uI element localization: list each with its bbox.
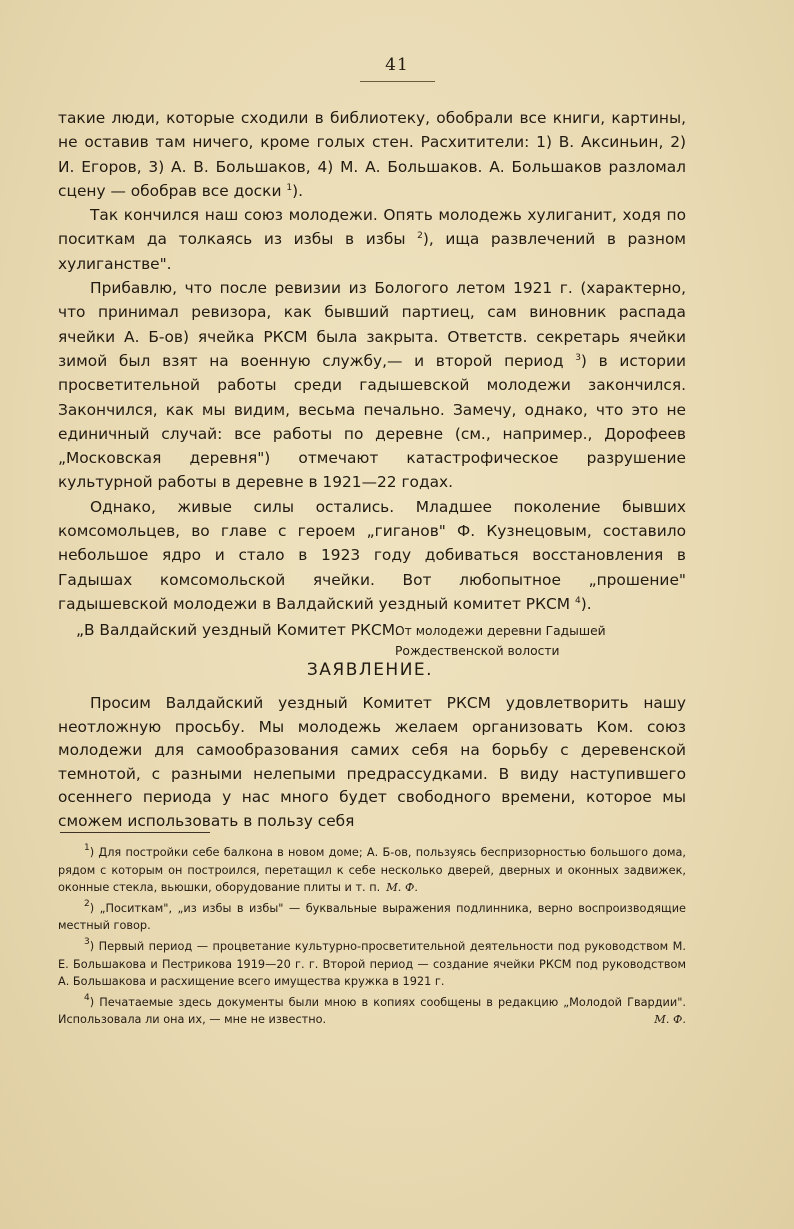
footnote-4-text: ) Печатаемые здесь документы были мною в копиях сообщены в редакцию „Молодой Гвардии". Использовала ли она их, — мне не известно. xyxy=(58,995,686,1027)
footnote-2-mark: 2 xyxy=(84,898,90,909)
footnote-1-mark: 1 xyxy=(84,843,90,853)
footnote-2-text: ) „Поситкам", „из избы в избы" — буквальные выражения подлинника, верно воспроизводящие местный говор. xyxy=(58,901,686,933)
footnote-1-text: ) Для постройки себе балкона в новом доме; А. Б-ов, пользуясь беспризорностью большого дома, рядом с которым он построился, перетащил к себе несколько дверей, дверных и оконных задвижек, оконные стекла, вьюшки, оборудование плиты и т. п. xyxy=(58,846,686,895)
footnote-ref-3: 3 xyxy=(575,352,581,363)
footnote-4-signature: М. Ф. xyxy=(654,1013,686,1027)
footnote-3-mark: 3 xyxy=(84,936,90,947)
header-rule xyxy=(360,81,435,82)
footnote-rule xyxy=(60,832,210,833)
paragraph-4 xyxy=(58,495,686,616)
statement-body xyxy=(58,692,686,834)
paragraph-2-text: Так кончился наш союз молодежи. Опять молодежь хулиганит, ходя по поситкам да толкаясь из избы в избы xyxy=(58,206,686,249)
statement-heading: ЗАЯВЛЕНИЕ. xyxy=(306,660,434,680)
footnotes xyxy=(58,844,686,1032)
page-header xyxy=(0,55,794,82)
footnote-ref-2: 2 xyxy=(417,231,423,242)
paragraph-3-text-b: ) в истории просветительной работы среди гадышевской молодежи закончился. Закончился, как мы видим, весьма печально. Замечу, однако, что это не единичный случай: все работы по деревне (см., например., Дорофеев „Московская деревня") отмечают катастрофическое разрушение культурной работы в деревне в 1921—22 годах. xyxy=(58,351,686,492)
footnote-ref-4: 4 xyxy=(574,595,581,606)
paragraph-3 xyxy=(58,276,686,495)
footnote-4-mark: 4 xyxy=(84,992,90,1003)
paragraph-2-end: ), ища развлечений в разном хулиганстве". xyxy=(58,230,686,273)
footnote-2 xyxy=(58,900,686,935)
paragraph-1 xyxy=(58,106,686,203)
paragraph-1-end: ). xyxy=(292,181,303,200)
footnote-3-text: ) Первый период — процветание культурно-просветительной деятельности под руководством М. Е. Большакова и Пестрикова 1919—20 г. г. Второй период — создание ячейки РКСМ под руководством А. Большакова и расхищение всего имущества кружка в 1921 г. xyxy=(58,939,686,989)
sender-line: От молодежи деревни Гадышей Рождественской волости xyxy=(395,624,606,658)
page-number: 41 xyxy=(385,55,409,75)
address-line: „В Валдайский уездный Комитет РКСМ. xyxy=(76,621,400,640)
main-text xyxy=(58,106,686,643)
statement-paragraph: Просим Валдайский уездный Комитет РКСМ удовлетворить нашу неотложную просьбу. Мы молодежь желаем организовать Ком. союз молодежи для самообразования самих себя на борьбу с деревенской темнотой, с разными нелепыми предрассудками. В виду наступившего осеннего периода у нас много будет свободного времени, которое мы сможем использовать в пользу себя xyxy=(58,694,686,830)
footnote-4 xyxy=(58,994,686,1029)
paragraph-4-text: Однако, живые силы остались. Младшее поколение бывших комсомольцев, во главе с героем „гиганов" Ф. Кузнецовым, составило небольшое ядро и стало в 1923 году добиваться восстановления в Гадышах комсомольской ячейки. Вот любопытное „прошение" гадышевской молодежи в Валдайский уездный комитет РКСМ xyxy=(58,497,686,613)
footnote-1-signature: М. Ф. xyxy=(386,881,418,895)
paragraph-1-text: такие люди, которые сходили в библиотеку, обобрали все книги, картины, не оставив там ничего, кроме голых стен. Расхитители: 1) В. Аксиньин, 2) И. Егоров, 3) А. В. Большаков, 4) М. А. Большаков. А. Большаков разломал сцену — обобрав все доски xyxy=(58,109,686,200)
footnote-3 xyxy=(58,938,686,991)
footnote-ref-1: 1 xyxy=(286,182,293,193)
paragraph-2 xyxy=(58,203,686,276)
footnote-1 xyxy=(58,844,686,897)
paragraph-3-text-a: Прибавлю, что после ревизии из Бологого летом 1921 г. (характерно, что принимал ревизора, как бывший партиец, сам виновник распада ячейки А. Б-ов) ячейка РКСМ была закрыта. Ответств. секретарь ячейки зимой был взят на военную службу,— и второй период xyxy=(58,279,686,370)
paragraph-4-end: ). xyxy=(580,594,592,613)
